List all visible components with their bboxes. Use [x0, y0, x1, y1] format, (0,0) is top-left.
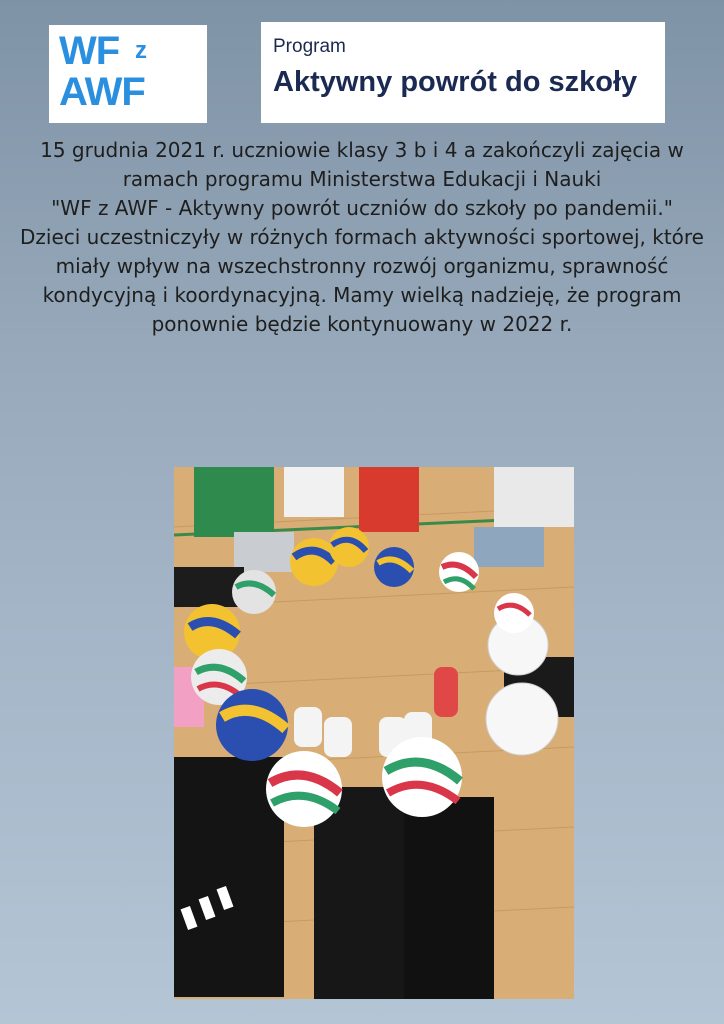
paragraph-intro: 15 grudnia 2021 r. uczniowie klasy 3 b i 4 a zakończyli zajęcia w ramach programu Ministerstwa Edukacji i Nauki	[40, 138, 684, 191]
group-photo	[174, 467, 574, 999]
child-white-shirt-right	[494, 467, 574, 527]
program-banner	[261, 22, 665, 123]
photo-illustration	[174, 467, 574, 999]
logo-awf-text: AWF	[59, 70, 145, 114]
child-red-shirt	[359, 467, 419, 532]
logo-wf-text: WF	[59, 29, 120, 73]
program-quote: "WF z AWF - Aktywny powrót uczniów do szkoły po pandemii."	[51, 196, 673, 220]
wf-z-awf-logo	[49, 25, 207, 123]
child-green-shirt	[194, 467, 274, 537]
paragraph-activities: Dzieci uczestniczyły w różnych formach aktywności sportowej, które miały wpływ na wszechstronny rozwój organizmu, sprawność kondycyjną i koordynacyjną. Mamy wielką nadzieję, że program ponownie będzie kontynuowany w 2022 r.	[20, 225, 704, 336]
program-title: Aktywny powrót do szkoły	[273, 66, 638, 98]
logo-z-text: z	[135, 37, 147, 64]
program-label: Program	[273, 36, 346, 57]
announcement-text	[20, 136, 704, 339]
child-white-shirt	[284, 467, 344, 517]
